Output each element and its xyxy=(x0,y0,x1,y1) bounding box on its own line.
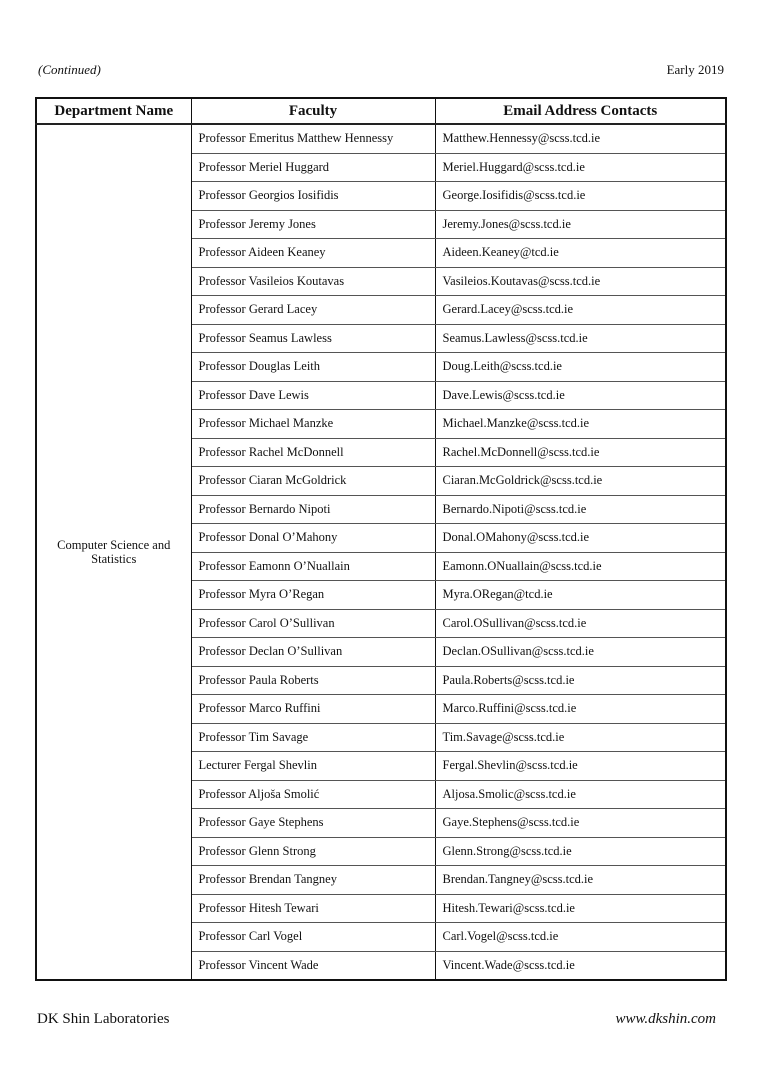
faculty-cell: Professor Douglas Leith xyxy=(191,353,435,382)
faculty-cell: Professor Vincent Wade xyxy=(191,951,435,980)
faculty-cell: Professor Eamonn O’Nuallain xyxy=(191,552,435,581)
email-cell: George.Iosifidis@scss.tcd.ie xyxy=(435,182,726,211)
faculty-cell: Professor Hitesh Tewari xyxy=(191,894,435,923)
email-cell: Vasileios.Koutavas@scss.tcd.ie xyxy=(435,267,726,296)
faculty-cell: Professor Marco Ruffini xyxy=(191,695,435,724)
email-cell: Rachel.McDonnell@scss.tcd.ie xyxy=(435,438,726,467)
department-name-cell: Computer Science and Statistics xyxy=(36,124,191,980)
email-cell: Declan.OSullivan@scss.tcd.ie xyxy=(435,638,726,667)
faculty-cell: Professor Meriel Huggard xyxy=(191,153,435,182)
faculty-cell: Professor Jeremy Jones xyxy=(191,210,435,239)
email-cell: Aideen.Keaney@tcd.ie xyxy=(435,239,726,268)
email-cell: Jeremy.Jones@scss.tcd.ie xyxy=(435,210,726,239)
email-cell: Doug.Leith@scss.tcd.ie xyxy=(435,353,726,382)
table-header-row xyxy=(36,98,726,124)
email-cell: Carl.Vogel@scss.tcd.ie xyxy=(435,923,726,952)
table-row xyxy=(36,124,726,153)
email-cell: Paula.Roberts@scss.tcd.ie xyxy=(435,666,726,695)
email-cell: Brendan.Tangney@scss.tcd.ie xyxy=(435,866,726,895)
email-cell: Dave.Lewis@scss.tcd.ie xyxy=(435,381,726,410)
faculty-cell: Professor Seamus Lawless xyxy=(191,324,435,353)
email-cell: Ciaran.McGoldrick@scss.tcd.ie xyxy=(435,467,726,496)
faculty-cell: Professor Ciaran McGoldrick xyxy=(191,467,435,496)
email-cell: Bernardo.Nipoti@scss.tcd.ie xyxy=(435,495,726,524)
faculty-cell: Professor Carol O’Sullivan xyxy=(191,609,435,638)
email-cell: Donal.OMahony@scss.tcd.ie xyxy=(435,524,726,553)
email-cell: Gaye.Stephens@scss.tcd.ie xyxy=(435,809,726,838)
faculty-cell: Professor Gaye Stephens xyxy=(191,809,435,838)
faculty-cell: Professor Carl Vogel xyxy=(191,923,435,952)
email-cell: Hitesh.Tewari@scss.tcd.ie xyxy=(435,894,726,923)
faculty-cell: Professor Aideen Keaney xyxy=(191,239,435,268)
faculty-cell: Professor Bernardo Nipoti xyxy=(191,495,435,524)
column-header-email: Email Address Contacts xyxy=(435,98,726,124)
footer-company: DK Shin Laboratories xyxy=(37,1011,170,1027)
column-header-department: Department Name xyxy=(36,98,191,124)
email-cell: Myra.ORegan@tcd.ie xyxy=(435,581,726,610)
email-cell: Seamus.Lawless@scss.tcd.ie xyxy=(435,324,726,353)
column-header-faculty: Faculty xyxy=(191,98,435,124)
faculty-cell: Professor Myra O’Regan xyxy=(191,581,435,610)
email-cell: Marco.Ruffini@scss.tcd.ie xyxy=(435,695,726,724)
faculty-cell: Professor Michael Manzke xyxy=(191,410,435,439)
email-cell: Meriel.Huggard@scss.tcd.ie xyxy=(435,153,726,182)
faculty-cell: Professor Paula Roberts xyxy=(191,666,435,695)
email-cell: Carol.OSullivan@scss.tcd.ie xyxy=(435,609,726,638)
faculty-cell: Professor Glenn Strong xyxy=(191,837,435,866)
continued-label: (Continued) xyxy=(38,62,101,77)
email-cell: Fergal.Shevlin@scss.tcd.ie xyxy=(435,752,726,781)
faculty-cell: Professor Donal O’Mahony xyxy=(191,524,435,553)
faculty-cell: Professor Dave Lewis xyxy=(191,381,435,410)
email-cell: Vincent.Wade@scss.tcd.ie xyxy=(435,951,726,980)
faculty-cell: Professor Vasileios Koutavas xyxy=(191,267,435,296)
email-cell: Matthew.Hennessy@scss.tcd.ie xyxy=(435,124,726,153)
faculty-cell: Professor Emeritus Matthew Hennessy xyxy=(191,124,435,153)
faculty-cell: Professor Declan O’Sullivan xyxy=(191,638,435,667)
faculty-cell: Professor Rachel McDonnell xyxy=(191,438,435,467)
email-cell: Eamonn.ONuallain@scss.tcd.ie xyxy=(435,552,726,581)
email-cell: Aljosa.Smolic@scss.tcd.ie xyxy=(435,780,726,809)
document-date: Early 2019 xyxy=(666,62,724,77)
footer-website: www.dkshin.com xyxy=(615,1011,716,1027)
faculty-cell: Professor Aljoša Smolić xyxy=(191,780,435,809)
faculty-cell: Lecturer Fergal Shevlin xyxy=(191,752,435,781)
email-cell: Glenn.Strong@scss.tcd.ie xyxy=(435,837,726,866)
table-body xyxy=(36,124,726,980)
faculty-cell: Professor Georgios Iosifidis xyxy=(191,182,435,211)
faculty-contacts-table xyxy=(35,97,727,981)
email-cell: Tim.Savage@scss.tcd.ie xyxy=(435,723,726,752)
email-cell: Michael.Manzke@scss.tcd.ie xyxy=(435,410,726,439)
faculty-cell: Professor Gerard Lacey xyxy=(191,296,435,325)
faculty-cell: Professor Tim Savage xyxy=(191,723,435,752)
email-cell: Gerard.Lacey@scss.tcd.ie xyxy=(435,296,726,325)
faculty-cell: Professor Brendan Tangney xyxy=(191,866,435,895)
